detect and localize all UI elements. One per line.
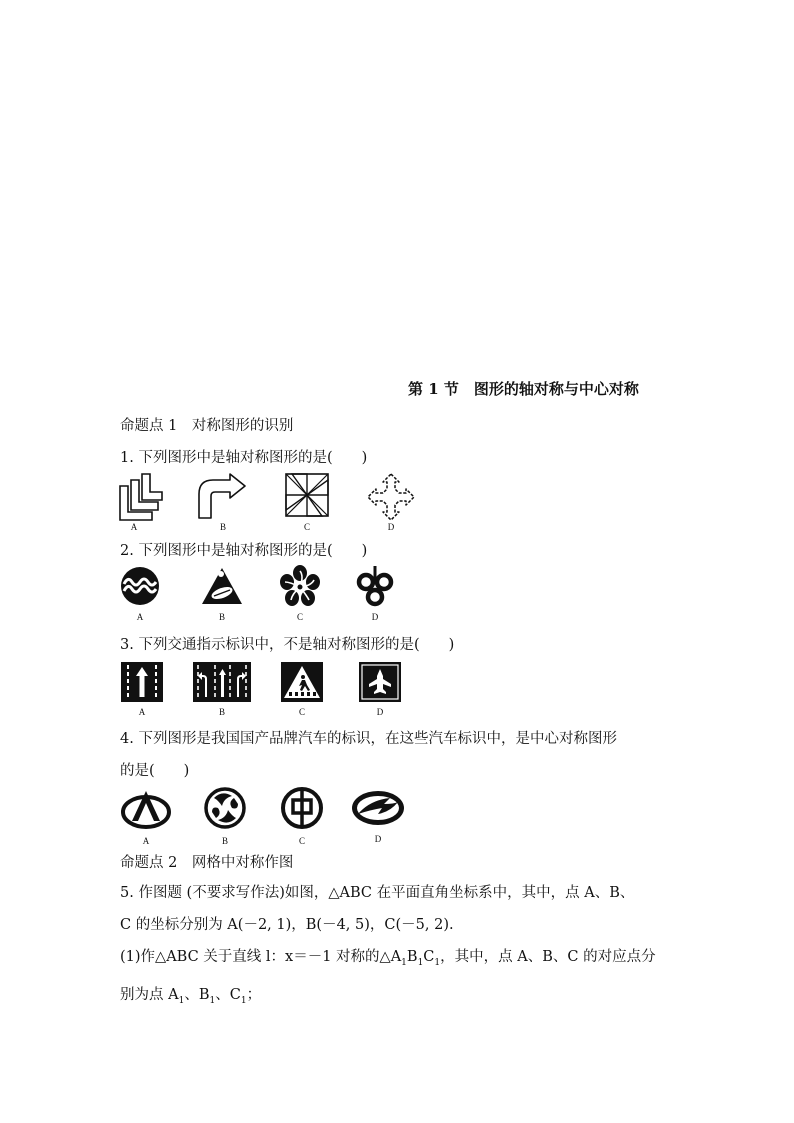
question-1-stem: 1. 下列图形中是轴对称图形的是( ) [120, 450, 368, 466]
q1-label-a: A [130, 522, 138, 532]
question-4-stem-line-2: 的是( ) [120, 763, 190, 779]
q2-figure-a-wave-circle [120, 566, 160, 606]
q4-label-d: D [374, 834, 382, 844]
question-3-stem: 3. 下列交通指示标识中，不是轴对称图形的是( ) [120, 637, 455, 653]
q1-label-d: D [387, 522, 395, 532]
q1-label-b: B [219, 522, 226, 532]
q2-label-d: D [371, 612, 379, 622]
q3-label-a: A [138, 707, 146, 717]
q2-figure-c-swirl-flower [278, 564, 322, 608]
question-5-sub-1-line-2: 别为点 $A_1$、$B_1$、$C_1$； [120, 986, 262, 1006]
q2-label-a: A [136, 612, 144, 622]
q1-figure-c-pinwheel [284, 472, 330, 518]
q2-label-b: B [218, 612, 225, 622]
question-5-line-2: C 的坐标分别为 A(－2, 1)，B(－4, 5)，C(－5, 2). [120, 917, 454, 933]
q4-label-c: C [298, 836, 305, 846]
q2-label-c: C [296, 612, 303, 622]
q4-figure-b-swirl-logo [204, 786, 246, 830]
question-5-sub-1-line-1: (1)作△ABC 关于直线 l：x＝－1 对称的$\triangle A_1B_1C_1$，其中，点 A、B、C 的对应点分 [120, 949, 656, 968]
section-title: 第 1 节 图形的轴对称与中心对称 [408, 380, 639, 398]
q1-figure-a-nested-l-shapes [118, 472, 164, 522]
q3-label-d: D [376, 707, 384, 717]
q4-label-a: A [142, 836, 150, 846]
q1-figure-b-turn-arrow [196, 472, 248, 520]
question-2-stem: 2. 下列图形中是轴对称图形的是( ) [120, 543, 368, 559]
q4-figure-c-circle-cross-logo [280, 786, 324, 830]
question-4-stem-line-1: 4. 下列图形是我国国产品牌汽车的标识，在这些汽车标识中，是中心对称图形 [120, 731, 617, 747]
q3-figure-b-multi-lane-sign [192, 661, 252, 703]
q3-figure-c-pedestrian-crossing-sign [280, 661, 324, 703]
topic-heading-2: 命题点 2 网格中对称作图 [120, 855, 294, 871]
q1-label-c: C [303, 522, 310, 532]
q1-figure-d-four-arrow-cross [366, 472, 416, 522]
q3-figure-d-airport-sign [358, 661, 402, 703]
q4-figure-d-oval-wing-logo [350, 788, 406, 828]
q3-label-c: C [298, 707, 305, 717]
q3-figure-a-straight-lane-sign [120, 661, 164, 703]
question-5-line-1: 5. 作图题 (不要求写作法)如图，△ABC 在平面直角坐标系中，其中，点 A、B、 [120, 885, 635, 901]
q2-figure-d-three-rings [355, 566, 395, 608]
q4-label-b: B [221, 836, 228, 846]
q4-figure-a-arch-logo [120, 788, 172, 830]
question-5 [120, 877, 680, 1017]
q2-figure-b-triangle-seed [200, 566, 244, 606]
topic-heading-1: 命题点 1 对称图形的识别 [120, 418, 294, 434]
q3-label-b: B [218, 707, 225, 717]
